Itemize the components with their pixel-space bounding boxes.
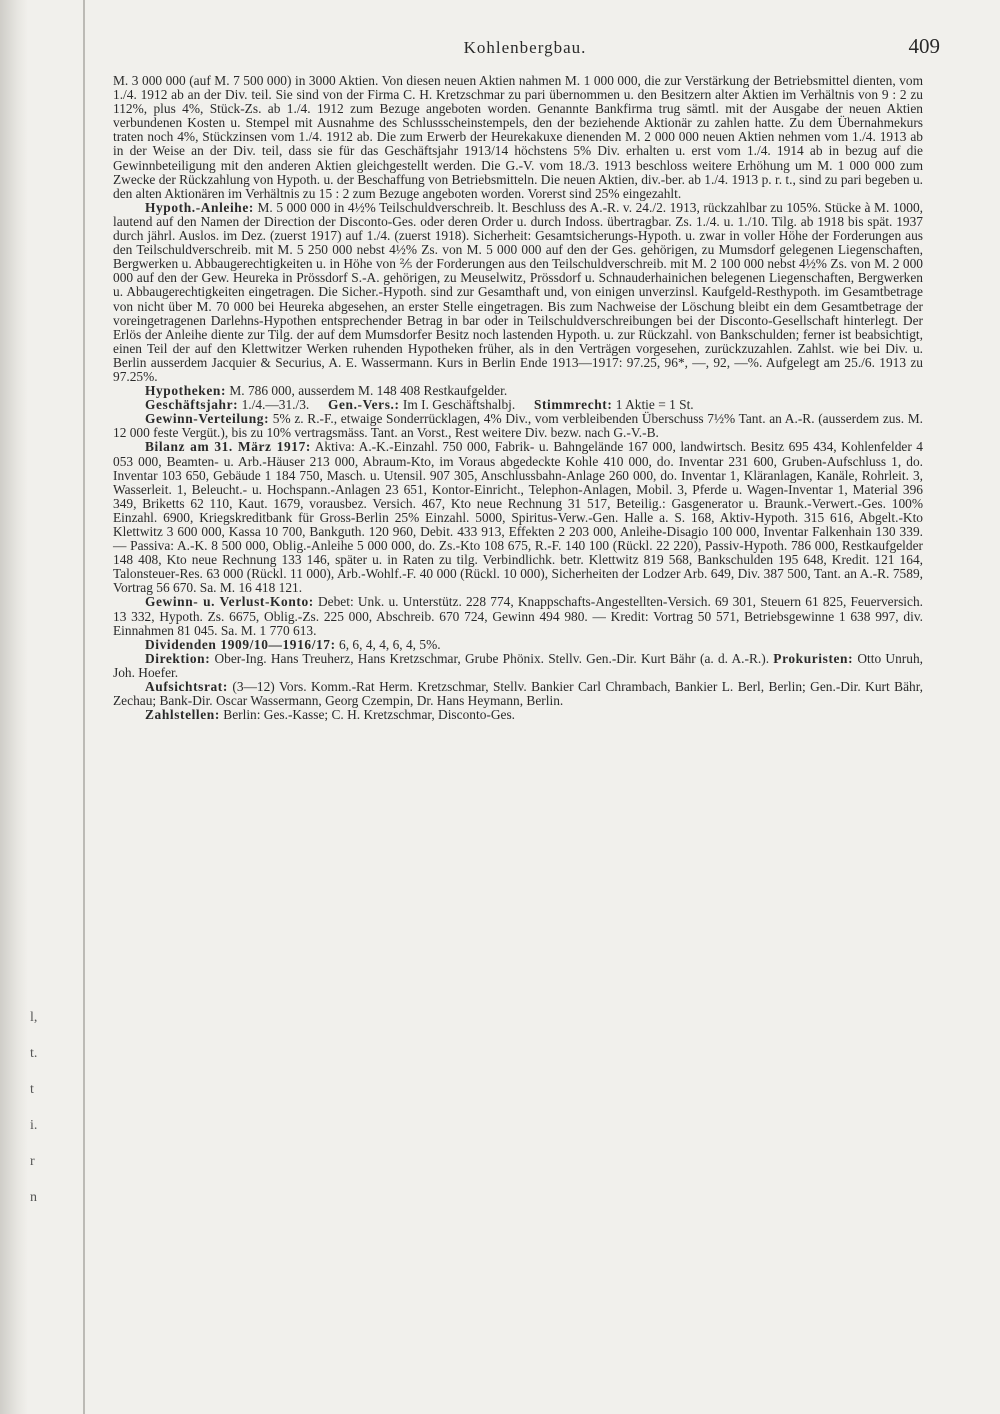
section-bilanz [113, 440, 923, 595]
section-geschaeftsjahr [113, 398, 923, 412]
section-text: Aktiva: A.-K.-Einzahl. 750 000, Fabrik- u. Bahngelände 167 000, landwirtsch. Besitz 695 434, Kohlenfelder 4 053 000, Beamten- u. Arb.-Häuser 213 000, Abraum-Kto, im Voraus abgedeckte Kohle 410 000, do. Inventar 231 600, Gruben-Aufschluss 1, do. Inventar 103 650, Gebäude 1 184 750, Masch. u. Utensil. 907 305, Anschlussbahn-Anlage 260 000, do. Inventar 1, Kläranlagen, Kanäle, Rohrleit. 3, Wasserleit. 1, Beleucht.- u. Hochspann.-Anlagen 23 651, Kontor-Einricht., Telephon-Anlagen, Mobil. 3, Pferde u. Wagen-Inventar 1, Material 396 349, Briketts 62 110, Kaut. 1679, vorausbez. Versich. 467, Kto neue Rechnung 31 517, Beteilig.: Gasgenerator u. Braunk.-Verwert.-Ges. 100% Einzahl. 6900, Kriegskreditbank für Gross-Berlin 25% Einzahl. 5000, Spiritus-Verw.-Gen. Halle a. S. 168, Aktiv-Hypoth. 315 616, Abgelt.-Kto Klettwitz 3 600 000, Kassa 10 700, Bankguth. 120 960, Debit. 433 913, Effekten 2 203 000, Anleihe-Disagio 100 000, Inventar Falkenhain 130 339. — Passiva: A.-K. 8 500 000, Oblig.-Anleihe 5 000 000, do. Zs.-Kto 108 675, R.-F. 140 100 (Rückl. 22 220), Passiv-Hypoth. 786 000, Restkaufgelder 148 408, Kto neue Rechnung 133 146, später u. in Raten zu tilg. Verbindlichk. betr. Klettwitz 819 568, Bankschulden 195 648, Kredit. 121 164, Talonsteuer-Res. 63 000 (Rückl. 11 000), Arb.-Wohlf.-F. 40 000 (Rückl. 10 000), Sicherheiten der Lodzer Arb. 649, Div. 387 500, Tant. an A.-R. 7589, Vortrag 56 670. Sa. M. 16 418 121. [113, 439, 923, 596]
margin-mark: r [30, 1154, 35, 1169]
section-dividenden [113, 638, 923, 652]
page-body [113, 74, 923, 722]
margin-mark: t [30, 1082, 34, 1097]
margin-mark: t. [30, 1046, 38, 1061]
margin-mark: i. [30, 1118, 38, 1133]
section-zahlstellen [113, 708, 923, 722]
section-heading: Zahlstellen: [145, 707, 220, 723]
section-heading: Dividenden 1909/10—1916/17: [145, 636, 336, 652]
section-hypoth-anleihe [113, 201, 923, 384]
section-heading: Hypotheken: [145, 383, 227, 399]
binding-line [83, 0, 85, 1414]
section-text: M. 786 000, ausserdem M. 148 408 Restkaufgelder. [229, 383, 508, 399]
margin-mark: n [30, 1190, 37, 1205]
section-gewinn-verlust [113, 595, 923, 637]
section-text: Otto Unruh, Joh. Hoefer. [113, 650, 923, 680]
section-text: Debet: Unk. u. Unterstütz. 228 774, Knappschafts-Angestellten-Versich. 69 301, Steuern 61 825, Feuerversich. 13 332, Hypoth. Zs. 6675, Oblig.-Zs. 225 000, Abschreib. 670 724, Gewinn 494 980. — Kredit: Vortrag 50 571, Betriebsgewinne 1 638 997, div. Einnahmen 81 045. Sa. M. 1 770 613. [113, 594, 923, 638]
section-text: M. 5 000 000 in 4½% Teilschuldverschreib. lt. Beschluss des A.-R. v. 24./2. 1913, rückzahlbar zu 105%. Stücke à M. 1000, lautend auf den Namen der Direction der Disconto-Ges. oder deren Order u. durch Indoss. übertragbar. Zs. 1./4. u. 1./10. Tilg. ab 1918 bis spät. 1937 durch jährl. Auslos. im Dez. (zuerst 1917) auf 1./4. (zuerst 1918). Sicherheit: Gesamtsicherungs-Hypoth. u. zwar in voller Höhe der Forderungen aus den Teilschuldverschreib. mit M. 5 250 000 nebst 4½% Zs. von M. 5 000 000 auf den der Ges. gehörigen, zu Mumsdorf gelegenen Liegenschaften, Bergwerken u. Abbaugerechtigkeiten u. in Höhe von ⅖ der Forderungen aus den Teilschuldverschreib. mit M. 2 100 000 nebst 4½% Zs. von M. 2 000 000 auf den der Gew. Heureka in Prössdorf S.-A. gehörigen, zu Meuselwitz, Prössdorf u. Schnauderhainichen belegenen Liegenschaften, Bergwerken u. Abbaugerechtigkeiten eingetragen. Die Sicher.-Hypoth. sind zur Gesamthaft und, von einigen unverzinsl. Kaufgeld-Resthypoth. im Gesamtbetrage von nicht über M. 70 000 bei Heureka abgesehen, an erster Stelle eingetragen. Bis zum Nachweise der Löschung bleibt ein dem Gesamtbetrage der voreingetragenen Darlehns-Hypothen entsprechender Betrag in bar oder in Teilschuldverschreibungen bei der Disconto-Gesellschaft hinterlegt. Der Erlös der Anleihe diente zur Tilg. der auf dem Mumsdorfer Besitz noch lastenden Hypoth. u. zur Rückzahl. von Bankschulden; ferner ist beabsichtigt, einen Teil der auf den Klettwitzer Werken ruhenden Hypotheken früher, als in den Verträgen vorgesehen, zurückzuzahlen. Zahlst. wie bei Div. u. Berlin ausserdem Jacquier & Securius, A. E. Wassermann. Kurs in Berlin Ende 1913—1917: 97.25, 96*, —, 92, —%. Aufgelegt am 25./6. 1913 zu 97.25%. [113, 199, 923, 384]
section-heading: Hypoth.-Anleihe: [145, 199, 254, 215]
margin-mark: l, [30, 1010, 38, 1025]
page-header [110, 34, 940, 64]
section-direktion [113, 652, 923, 680]
section-heading: Prokuristen: [773, 650, 854, 666]
section-heading: Geschäftsjahr: [145, 397, 239, 413]
section-heading: Gewinn-Verteilung: [145, 411, 270, 427]
section-text: 1./4.—31./3. [241, 397, 310, 413]
section-heading: Gen.-Vers.: [327, 397, 400, 413]
section-gewinn-verteilung [113, 412, 923, 440]
section-text: (3—12) Vors. Komm.-Rat Herm. Kretzschmar, Stellv. Bankier Carl Chrambach, Bankier L. Berl, Berlin; Gen.-Dir. Kurt Bähr, Zechau; Bank-Dir. Oscar Wassermann, Georg Czempin, Dr. Hans Heymann, Berlin. [113, 679, 923, 709]
section-hypotheken [113, 384, 923, 398]
scan-edge-shadow [0, 0, 28, 1414]
section-heading: Aufsichtsrat: [145, 679, 228, 695]
section-text: 5% z. R.-F., etwaige Sonderrücklagen, 4% Div., vom verbleibenden Überschuss 7½% Tant. an A.-R. (ausserdem zus. M. 12 000 feste Vergüt.), bis zu 10% vertragsmäss. Tant. an Vorst., Rest weitere Div. bezw. nach G.-V.-B. [113, 411, 923, 441]
section-heading: Gewinn- u. Verlust-Konto: [145, 594, 314, 610]
section-heading: Bilanz am 31. März 1917: [145, 439, 311, 455]
section-text: 6, 6, 4, 4, 6, 4, 5%. [339, 636, 441, 652]
page-number: 409 [908, 34, 940, 58]
section-aufsichtsrat [113, 680, 923, 708]
section-heading: Direktion: [145, 650, 211, 666]
section-text: Ober-Ing. Hans Treuherz, Hans Kretzschmar, Grube Phönix. Stellv. Gen.-Dir. Kurt Bähr (a. d. A.-R.). [214, 650, 770, 666]
intro-paragraph: M. 3 000 000 (auf M. 7 500 000) in 3000 Aktien. Von diesen neuen Aktien nahmen M. 1 000 000, die zur Verstärkung der Betriebsmittel dienten, vom 1./4. 1912 ab an der Div. teil. Sie sind von der Firma C. H. Kretzschmar zu pari übernommen u. den Besitzern alter Aktien im Verhältnis von 9 : 2 zu 112%, plus 4%, Stück-Zs. ab 1./4. 1912 zum Bezuge angeboten worden. Genannte Bankfirma trug sämtl. mit der Ausgabe der neuen Aktien verbundenen Kosten u. Stempel mit Ausnahme des Schlussscheinstempels, den der beziehende Aktionär zu zahlen hatte. Zu dem Übernahmekurs traten noch 4%, Stückzinsen vom 1./4. 1912 ab. Die zum Erwerb der Heurekakuxe dienenden M. 2 000 000 neuen Aktien nehmen vom 1./4. 1913 ab in der Weise an der Div. teil, dass sie für das Geschäftsjahr 1913/14 höchstens 5% Div. erhalten u. erst vom 1./4. 1914 ab in bezug auf die Gewinnbeteiligung mit den anderen Aktien gleichgestellt werden. Die G.-V. vom 18./3. 1913 beschloss weitere Erhöhung um M. 1 000 000 zum Zwecke der Rückzahlung von Hypoth. u. der Beschaffung von Betriebsmitteln. Die neuen Aktien, div.-ber. ab 1./4. 1913 p. r. t., sind zu pari begeben u. den alten Aktionären im Verhältnis zu 15 : 2 zum Bezuge angeboten worden. Vorerst sind 25% eingezahlt. [113, 73, 923, 201]
section-text: 1 Aktie = 1 St. [615, 397, 694, 413]
section-text: Berlin: Ges.-Kasse; C. H. Kretzschmar, Disconto-Ges. [223, 707, 516, 723]
section-heading: Stimmrecht: [533, 397, 613, 413]
section-text: Im I. Geschäftshalbj. [402, 397, 516, 413]
margin-marks [30, 1000, 50, 1216]
running-head: Kohlenbergbau. [463, 38, 587, 57]
